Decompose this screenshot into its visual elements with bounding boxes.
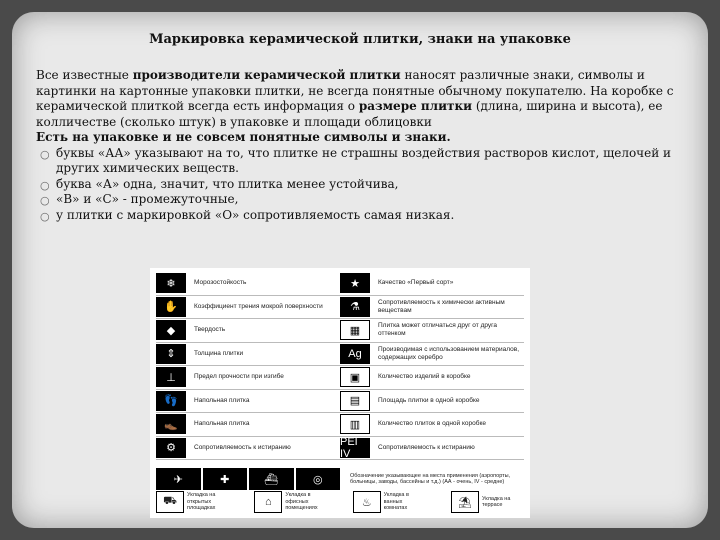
symbol-cell	[156, 343, 340, 367]
bottom-icons-row	[156, 490, 524, 514]
symbol-label: Производимая с использованием материалов, содержащих серебро	[378, 345, 519, 361]
ag-icon: Ag	[340, 344, 370, 364]
symbol-cell	[156, 272, 340, 296]
thickness-icon: ⇕	[156, 344, 186, 364]
tile-grid-icon: ▦	[340, 320, 370, 340]
diamond-icon: ◆	[156, 320, 186, 340]
symbol-cell	[340, 437, 524, 461]
break-icon: ⊥	[156, 367, 186, 387]
symbol-label: Предел прочности при изгибе	[194, 373, 284, 381]
bath-icon: ♨	[353, 491, 381, 513]
bottom-symbol-label: Укладка в офисных помещениях	[285, 492, 318, 512]
intro-text-2: наносят различные знаки, символы и картинки на картонные упаковки плитки, не всегда понятные обычному покупателю. На коробке с керамической плиткой всегда есть информация о	[36, 68, 674, 113]
bullet-text: буква «А» одна, значит, что плитка менее устойчива,	[56, 176, 399, 191]
symbol-cell	[340, 343, 524, 367]
intro-bold-2: размере плитки	[358, 99, 473, 113]
bullet-text: «В» и «С» - промежуточные,	[56, 192, 239, 206]
terrace-icon: ⛱	[451, 491, 479, 513]
symbol-cell	[340, 319, 524, 343]
symbol-label: Толщина плитки	[194, 349, 244, 357]
flask-icon: ⚗	[340, 297, 370, 317]
bullet-text: у плитки с маркировкой «О» сопротивляемость самая низкая.	[56, 207, 455, 222]
symbol-label: Сопротивляемость к истиранию	[194, 443, 291, 451]
symbol-label: Морозостойкость	[194, 279, 247, 287]
symbol-label: Количество изделий в коробке	[378, 373, 471, 381]
symbol-cell	[340, 413, 524, 437]
shoe-icon: 👣	[156, 391, 186, 411]
bullet-icon: ○	[40, 147, 50, 161]
subheading: Есть на упаковке и не совсем понятные символы и знаки.	[36, 130, 451, 144]
bottom-symbol	[353, 490, 426, 514]
foot-icon: 👞	[156, 414, 186, 434]
bullet-text: буквы «АА» указывают на то, что плитке не страшны воздействия растворов кислот, щелочей и других химических веществ.	[56, 145, 672, 175]
ship-icon: ⛴	[249, 468, 294, 490]
slide-body	[36, 68, 686, 223]
usage-icon-strip	[156, 468, 340, 490]
symbol-label: Твердость	[194, 326, 226, 334]
box-area-icon: ▤	[340, 391, 370, 411]
bottom-symbol	[156, 490, 229, 514]
usage-label: Обозначение указывающее на места применения (аэропорты, больницы, заводы, бассейны и т.д.) (АА - очень, IV - средне)	[350, 472, 511, 485]
gear-icon: ⚙	[156, 438, 186, 458]
symbol-cell	[156, 319, 340, 343]
list-item	[36, 177, 686, 193]
symbol-label: Плитка может отличаться друг от друга оттенком	[378, 322, 497, 338]
list-item	[36, 146, 686, 177]
box-count-icon: ▣	[340, 367, 370, 387]
symbol-label: Сопротивляемость к истиранию	[378, 443, 475, 451]
symbol-cell	[340, 390, 524, 414]
pei-icon: PEI IV	[340, 438, 370, 458]
intro-bold-1: производители керамической плитки	[132, 68, 401, 82]
office-icon: ⌂	[254, 491, 282, 513]
bottom-symbol-label: Укладка на террасе	[481, 495, 511, 508]
bullet-icon: ○	[40, 209, 50, 223]
bottom-symbol	[254, 490, 327, 514]
symbol-label: Качество «Первый сорт»	[378, 279, 454, 287]
symbol-label: Напольная плитка	[194, 396, 250, 404]
symbol-cell	[340, 296, 524, 320]
intro-text-1: Все известные	[36, 68, 133, 82]
rings-icon: ◎	[296, 468, 341, 490]
intro-paragraph	[36, 68, 686, 130]
bottom-symbol-label: Укладка в ванных комнатах	[383, 492, 409, 512]
list-item	[36, 192, 686, 208]
symbol-cell	[340, 272, 524, 296]
symbols-grid	[156, 272, 524, 460]
bullet-icon: ○	[40, 178, 50, 192]
bottom-symbol	[451, 490, 524, 514]
outdoor-icon: ⛟	[156, 491, 184, 513]
slide-title: Маркировка керамической плитки, знаки на упаковке	[149, 32, 571, 47]
symbol-cell	[156, 390, 340, 414]
plane-icon: ✈	[156, 468, 201, 490]
symbol-cell	[156, 296, 340, 320]
symbol-label: Сопротивляемость к химически активным веществам	[378, 298, 505, 314]
badge-icon: ★	[340, 273, 370, 293]
symbol-cell	[156, 366, 340, 390]
bullet-icon: ○	[40, 194, 50, 207]
symbol-label: Площадь плитки в одной коробке	[378, 396, 480, 404]
bottom-symbol-label: Укладка на открытых площадках	[187, 492, 216, 512]
symbols-table-image	[150, 268, 530, 518]
cross-icon: ✚	[203, 468, 248, 490]
symbol-label: Напольная плитка	[194, 420, 250, 428]
symbol-cell	[156, 437, 340, 461]
list-item	[36, 208, 686, 224]
symbol-label: Количество плиток в одной коробке	[378, 420, 487, 428]
bullet-list	[36, 146, 686, 224]
snowflake-icon: ❄	[156, 273, 186, 293]
hand-icon: ✋	[156, 297, 186, 317]
slide	[12, 12, 708, 528]
intro-text-3: (длина, ширина и высота), ее колличестве (сколько штук) в упаковке и площади облицовки	[36, 99, 663, 129]
symbol-cell	[340, 366, 524, 390]
symbol-label: Коэффициент трения мокрой поверхности	[194, 302, 323, 310]
symbol-cell	[156, 413, 340, 437]
box-weight-icon: ▥	[340, 414, 370, 434]
